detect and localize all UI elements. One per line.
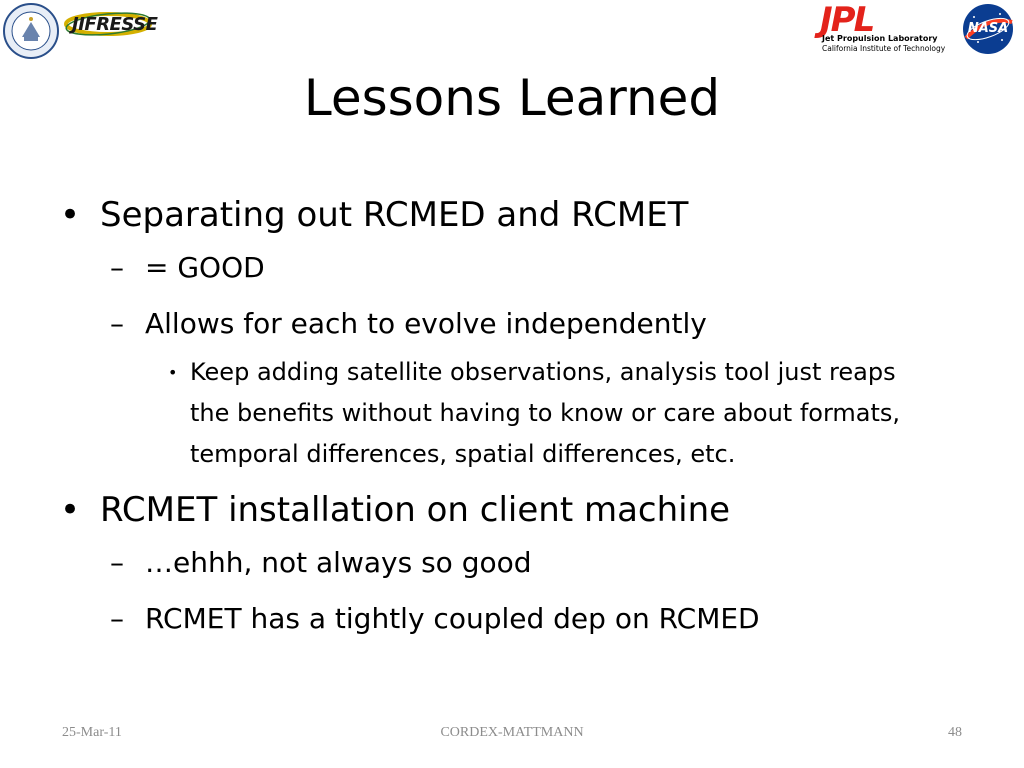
bullet-text: RCMET installation on client machine: [100, 490, 731, 530]
seal-icon: [2, 2, 60, 60]
bullet-icon: •: [168, 363, 178, 382]
sub-item-text: Allows for each to evolve independently: [145, 307, 707, 340]
sub-item-text: = GOOD: [145, 251, 265, 284]
dash-icon: –: [110, 307, 124, 340]
jifresse-logo: [64, 6, 158, 42]
sub-sub-item: [60, 352, 940, 475]
bullet-item: [60, 190, 940, 240]
nasa-logo: [960, 2, 1016, 56]
jpl-logo-word: JPL: [820, 0, 874, 40]
dash-icon: –: [110, 251, 124, 284]
dash-icon: –: [110, 602, 124, 635]
footer-title: CORDEX-MATTMANN: [440, 725, 584, 740]
sub-item: [60, 296, 940, 352]
bullet-icon: •: [60, 490, 81, 530]
sub-item: [60, 591, 940, 647]
footer-page-number: 48: [948, 725, 962, 740]
nasa-logo-text: NASA: [967, 21, 1009, 36]
jpl-logo: [818, 0, 946, 54]
sub-item: [60, 240, 940, 296]
bullet-item: [60, 485, 940, 535]
jifresse-logo-text: JIFRESSE: [72, 14, 158, 35]
bullet-text: Separating out RCMED and RCMET: [100, 195, 689, 235]
jpl-logo-line2: California Institute of Technology: [822, 44, 946, 53]
dash-icon: –: [110, 546, 124, 579]
sub-item-text: RCMET has a tightly coupled dep on RCMED: [145, 602, 760, 635]
slide-content: [60, 188, 940, 647]
sub-item: [60, 535, 940, 591]
sub-sub-item-text: Keep adding satellite observations, analysis tool just reaps the benefits without having to know or care about formats, temporal differences, spatial differences, etc.: [190, 358, 901, 468]
university-seal-logo: [2, 2, 60, 60]
jpl-logo-line1: Jet Propulsion Laboratory: [822, 34, 938, 43]
bullet-icon: •: [60, 195, 81, 235]
sub-item-text: …ehhh, not always so good: [145, 546, 532, 579]
slide-title: Lessons Learned: [303, 69, 721, 127]
footer-date: 25-Mar-11: [62, 725, 122, 740]
